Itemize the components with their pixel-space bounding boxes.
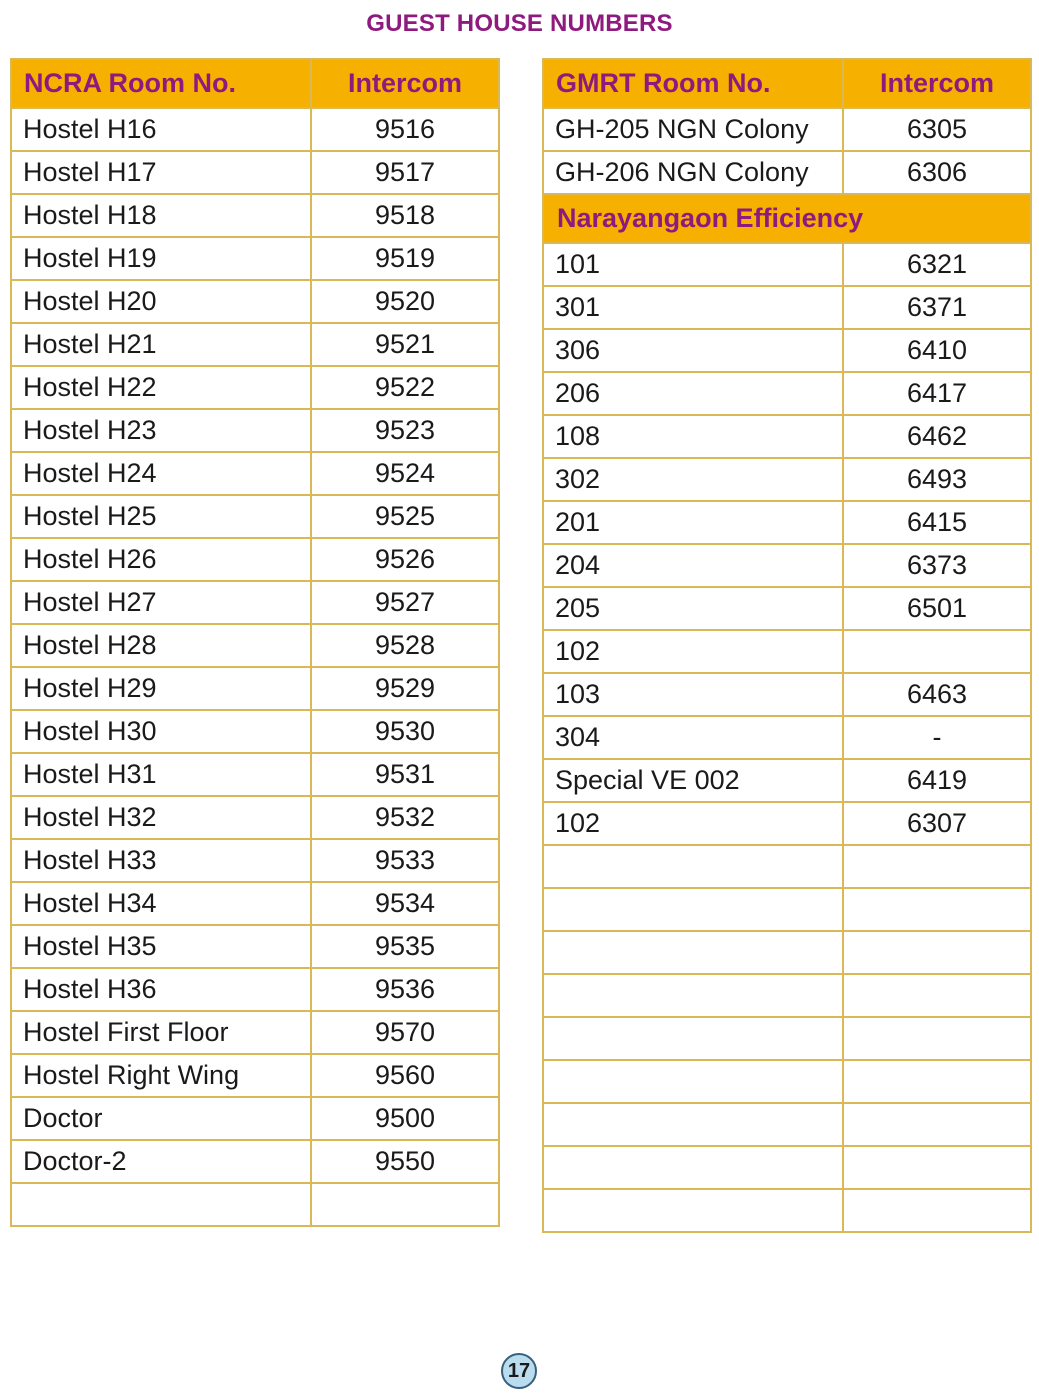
ncra-intercom-cell: 9517 [311, 151, 499, 194]
ncra-intercom-cell: 9528 [311, 624, 499, 667]
table-row [11, 280, 499, 323]
gmrt-intercom-cell: 6305 [843, 108, 1031, 151]
table-row [11, 409, 499, 452]
gmrt-room-cell: 102 [543, 630, 843, 673]
gmrt-intercom-cell: 6419 [843, 759, 1031, 802]
ncra-room-cell: Hostel H21 [11, 323, 311, 366]
table-row [11, 495, 499, 538]
ncra-room-cell: Hostel Right Wing [11, 1054, 311, 1097]
ncra-intercom-cell: 9527 [311, 581, 499, 624]
gmrt-room-cell [543, 1189, 843, 1232]
ncra-intercom-cell: 9536 [311, 968, 499, 1011]
table-row [11, 624, 499, 667]
gmrt-intercom-cell [843, 1189, 1031, 1232]
ncra-room-cell: Doctor-2 [11, 1140, 311, 1183]
gmrt-room-cell: Special VE 002 [543, 759, 843, 802]
table-row [11, 237, 499, 280]
gmrt-room-cell [543, 974, 843, 1017]
ncra-intercom-cell: 9526 [311, 538, 499, 581]
gmrt-intercom-cell: - [843, 716, 1031, 759]
table-row [11, 194, 499, 237]
ncra-room-cell: Hostel H20 [11, 280, 311, 323]
table-row [543, 974, 1031, 1017]
ncra-room-cell: Hostel H30 [11, 710, 311, 753]
gmrt-intercom-cell [843, 1017, 1031, 1060]
ncra-room-cell: Hostel H19 [11, 237, 311, 280]
table-row [11, 108, 499, 151]
gmrt-intercom-cell: 6417 [843, 372, 1031, 415]
ncra-room-cell: Hostel H36 [11, 968, 311, 1011]
table-row [543, 151, 1031, 194]
gmrt-intercom-cell [843, 974, 1031, 1017]
ncra-room-cell: Hostel H34 [11, 882, 311, 925]
table-row [543, 673, 1031, 716]
ncra-intercom-cell: 9531 [311, 753, 499, 796]
table-row [11, 667, 499, 710]
table-row [11, 1097, 499, 1140]
ncra-intercom-cell: 9519 [311, 237, 499, 280]
table-row [543, 931, 1031, 974]
table-row [11, 581, 499, 624]
page-number-badge: 17 [501, 1353, 537, 1389]
gmrt-room-cell: 306 [543, 329, 843, 372]
page-title: GUEST HOUSE NUMBERS [366, 10, 673, 37]
gmrt-room-cell [543, 1146, 843, 1189]
gmrt-intercom-cell: 6321 [843, 243, 1031, 286]
gmrt-room-cell [543, 1060, 843, 1103]
table-row [11, 839, 499, 882]
table-row [543, 544, 1031, 587]
table-row [11, 151, 499, 194]
table-row [543, 759, 1031, 802]
gmrt-room-cell: 301 [543, 286, 843, 329]
table-row [543, 372, 1031, 415]
gmrt-room-cell: 206 [543, 372, 843, 415]
gmrt-room-cell [543, 1103, 843, 1146]
ncra-room-cell: Hostel H18 [11, 194, 311, 237]
gmrt-room-cell: 302 [543, 458, 843, 501]
gmrt-intercom-cell: 6307 [843, 802, 1031, 845]
ncra-intercom-header: Intercom [311, 59, 499, 108]
table-row [11, 538, 499, 581]
gmrt-room-cell: GH-205 NGN Colony [543, 108, 843, 151]
gmrt-room-cell [543, 1017, 843, 1060]
ncra-room-cell: Hostel H25 [11, 495, 311, 538]
gmrt-intercom-cell [843, 931, 1031, 974]
table-row [11, 968, 499, 1011]
gmrt-table [542, 58, 1032, 1233]
ncra-room-cell: Hostel H32 [11, 796, 311, 839]
gmrt-intercom-cell: 6463 [843, 673, 1031, 716]
ncra-room-cell: Hostel H33 [11, 839, 311, 882]
gmrt-intercom-cell [843, 888, 1031, 931]
gmrt-room-cell: 103 [543, 673, 843, 716]
table-row [11, 1054, 499, 1097]
ncra-intercom-cell [311, 1183, 499, 1226]
table-row [543, 243, 1031, 286]
table-row [11, 323, 499, 366]
table-row [543, 501, 1031, 544]
table-row [11, 753, 499, 796]
table-row [543, 1017, 1031, 1060]
ncra-table [10, 58, 500, 1227]
gmrt-intercom-cell [843, 1146, 1031, 1189]
ncra-intercom-cell: 9522 [311, 366, 499, 409]
table-row [543, 1146, 1031, 1189]
table-row [543, 415, 1031, 458]
gmrt-intercom-header: Intercom [843, 59, 1031, 108]
table-row [11, 1140, 499, 1183]
gmrt-room-cell: 304 [543, 716, 843, 759]
ncra-intercom-cell: 9570 [311, 1011, 499, 1054]
gmrt-intercom-cell: 6306 [843, 151, 1031, 194]
ncra-intercom-cell: 9516 [311, 108, 499, 151]
gmrt-room-cell: 201 [543, 501, 843, 544]
ncra-intercom-cell: 9525 [311, 495, 499, 538]
ncra-intercom-cell: 9550 [311, 1140, 499, 1183]
gmrt-intercom-cell [843, 630, 1031, 673]
ncra-room-cell: Hostel H31 [11, 753, 311, 796]
gmrt-intercom-cell [843, 1103, 1031, 1146]
ncra-intercom-cell: 9534 [311, 882, 499, 925]
ncra-intercom-cell: 9523 [311, 409, 499, 452]
gmrt-room-cell: 204 [543, 544, 843, 587]
table-row [11, 925, 499, 968]
table-row [11, 882, 499, 925]
ncra-room-cell: Hostel H26 [11, 538, 311, 581]
gmrt-room-cell: 108 [543, 415, 843, 458]
gmrt-header-row [543, 59, 1031, 108]
table-row [543, 1060, 1031, 1103]
table-row [543, 329, 1031, 372]
gmrt-intercom-cell: 6501 [843, 587, 1031, 630]
table-row [543, 108, 1031, 151]
gmrt-subheader-row [543, 194, 1031, 243]
ncra-intercom-cell: 9530 [311, 710, 499, 753]
table-row [543, 802, 1031, 845]
gmrt-intercom-cell [843, 1060, 1031, 1103]
ncra-room-cell: Hostel H35 [11, 925, 311, 968]
table-row [11, 1183, 499, 1226]
gmrt-room-header: GMRT Room No. [543, 59, 843, 108]
ncra-intercom-cell: 9500 [311, 1097, 499, 1140]
table-row [543, 888, 1031, 931]
table-row [11, 710, 499, 753]
gmrt-intercom-cell: 6415 [843, 501, 1031, 544]
gmrt-intercom-cell: 6493 [843, 458, 1031, 501]
ncra-room-cell: Hostel H17 [11, 151, 311, 194]
ncra-intercom-cell: 9533 [311, 839, 499, 882]
ncra-room-cell: Hostel First Floor [11, 1011, 311, 1054]
ncra-header-row [11, 59, 499, 108]
ncra-room-cell: Hostel H22 [11, 366, 311, 409]
table-row [543, 845, 1031, 888]
gmrt-intercom-cell: 6462 [843, 415, 1031, 458]
gmrt-intercom-cell: 6410 [843, 329, 1031, 372]
table-row [543, 630, 1031, 673]
table-row [543, 587, 1031, 630]
table-row [543, 1189, 1031, 1232]
table-row [11, 366, 499, 409]
ncra-room-cell [11, 1183, 311, 1226]
ncra-room-cell: Hostel H23 [11, 409, 311, 452]
ncra-room-header: NCRA Room No. [11, 59, 311, 108]
table-row [11, 796, 499, 839]
gmrt-room-cell [543, 888, 843, 931]
ncra-intercom-cell: 9524 [311, 452, 499, 495]
ncra-intercom-cell: 9532 [311, 796, 499, 839]
table-row [543, 286, 1031, 329]
ncra-room-cell: Hostel H16 [11, 108, 311, 151]
gmrt-intercom-cell [843, 845, 1031, 888]
gmrt-room-cell: 101 [543, 243, 843, 286]
table-row [543, 458, 1031, 501]
gmrt-room-cell: GH-206 NGN Colony [543, 151, 843, 194]
ncra-intercom-cell: 9518 [311, 194, 499, 237]
ncra-intercom-cell: 9535 [311, 925, 499, 968]
ncra-room-cell: Hostel H29 [11, 667, 311, 710]
ncra-room-cell: Hostel H24 [11, 452, 311, 495]
table-row [543, 1103, 1031, 1146]
gmrt-room-cell: 102 [543, 802, 843, 845]
gmrt-intercom-cell: 6373 [843, 544, 1031, 587]
table-row [543, 716, 1031, 759]
ncra-intercom-cell: 9560 [311, 1054, 499, 1097]
ncra-room-cell: Hostel H28 [11, 624, 311, 667]
ncra-intercom-cell: 9521 [311, 323, 499, 366]
ncra-intercom-cell: 9529 [311, 667, 499, 710]
gmrt-room-cell: 205 [543, 587, 843, 630]
ncra-intercom-cell: 9520 [311, 280, 499, 323]
gmrt-intercom-cell: 6371 [843, 286, 1031, 329]
narayangaon-subheader: Narayangaon Efficiency [543, 194, 1031, 243]
ncra-room-cell: Doctor [11, 1097, 311, 1140]
gmrt-room-cell [543, 931, 843, 974]
gmrt-room-cell [543, 845, 843, 888]
table-row [11, 452, 499, 495]
table-row [11, 1011, 499, 1054]
ncra-room-cell: Hostel H27 [11, 581, 311, 624]
